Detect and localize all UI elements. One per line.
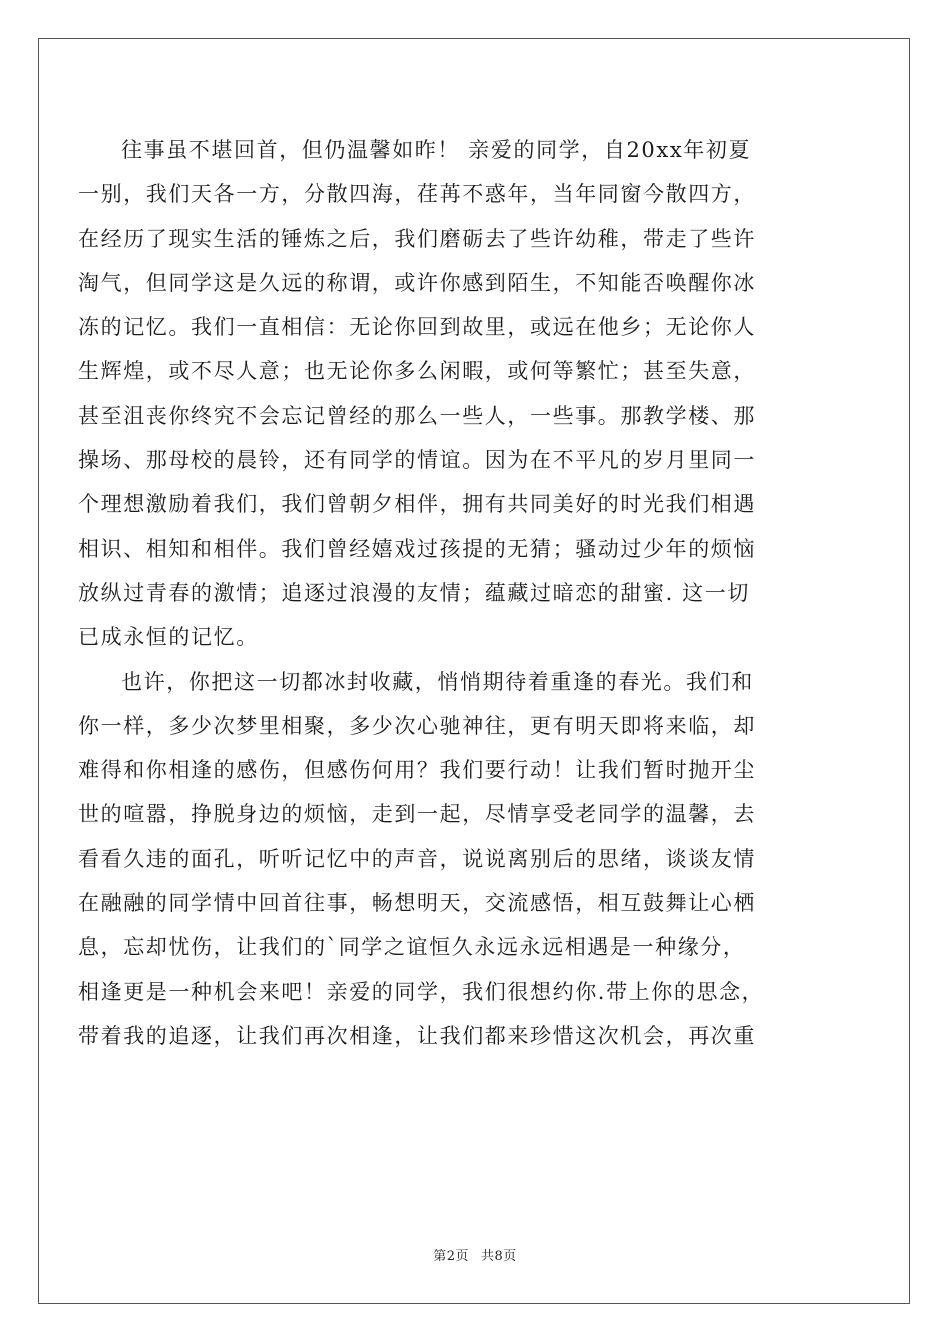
text-line: 冻的记忆。我们一直相信：无论你回到故里，或远在他乡；无论你人 [78, 315, 756, 340]
text-line: 往事虽不堪回首，但仍温馨如昨！ 亲爱的同学，自20xx年初夏 [121, 138, 752, 162]
text-line: 带着我的追逐，让我们再次相逢，让我们都来珍惜这次机会，再次重 [78, 1023, 756, 1048]
text-line: 你一样，多少次梦里相聚，多少次心驰神往，更有明天即将来临，却 [78, 713, 756, 738]
text-line: 生辉煌，或不尽人意；也无论你多么闲暇，或何等繁忙；甚至失意， [78, 359, 756, 384]
page-footer [0, 1245, 950, 1264]
text-line: 相识、相知和相伴。我们曾经嬉戏过孩提的无猜；骚动过少年的烦恼 [78, 536, 756, 561]
text-line: 看看久违的面孔，听听记忆中的声音，说说离别后的思绪，谈谈友情 [78, 846, 756, 871]
text-line: 淘气，但同学这是久远的称谓，或许你感到陌生，不知能否唤醒你冰 [78, 270, 756, 295]
page-total: 共8页 [481, 1249, 517, 1264]
document-body [78, 128, 858, 1058]
text-line: 个理想激励着我们，我们曾朝夕相伴，拥有共同美好的时光我们相遇 [78, 492, 756, 517]
text-line: 一别，我们天各一方，分散四海，荏苒不惑年，当年同窗今散四方， [78, 182, 756, 207]
text-line: 在融融的同学情中回首往事，畅想明天，交流感悟，相互鼓舞让心栖 [78, 891, 756, 916]
text-line: 相逢更是一种机会来吧！亲爱的同学，我们很想约你.带上你的思念， [78, 979, 765, 1004]
text-line: 操场、那母校的晨铃，还有同学的情谊。因为在不平凡的岁月里同一 [78, 448, 756, 473]
page-number: 第2页 [433, 1249, 469, 1264]
text-line: 放纵过青春的激情；追逐过浪漫的友情；蕴藏过暗恋的甜蜜. 这一切 [78, 580, 750, 605]
text-line: 息，忘却忧伤，让我们的`同学之谊恒久永远永远相遇是一种缘分， [78, 935, 746, 960]
text-line: 在经历了现实生活的锤炼之后，我们磨砺去了些许幼稚，带走了些许 [78, 226, 756, 251]
paragraph-2 [78, 660, 858, 1059]
text-line: 已成永恒的记忆。 [78, 625, 259, 650]
paragraph-1 [78, 128, 858, 660]
text-line: 世的喧嚣，挣脱身边的烦恼，走到一起，尽情享受老同学的温馨，去 [78, 802, 756, 827]
text-line: 难得和你相逢的感伤，但感伤何用？我们要行动！让我们暂时抛开尘 [78, 758, 756, 783]
text-line: 也许，你把这一切都冰封收藏，悄悄期待着重逢的春光。我们和 [121, 669, 754, 694]
text-line: 甚至沮丧你终究不会忘记曾经的那么一些人，一些事。那教学楼、那 [78, 403, 756, 428]
